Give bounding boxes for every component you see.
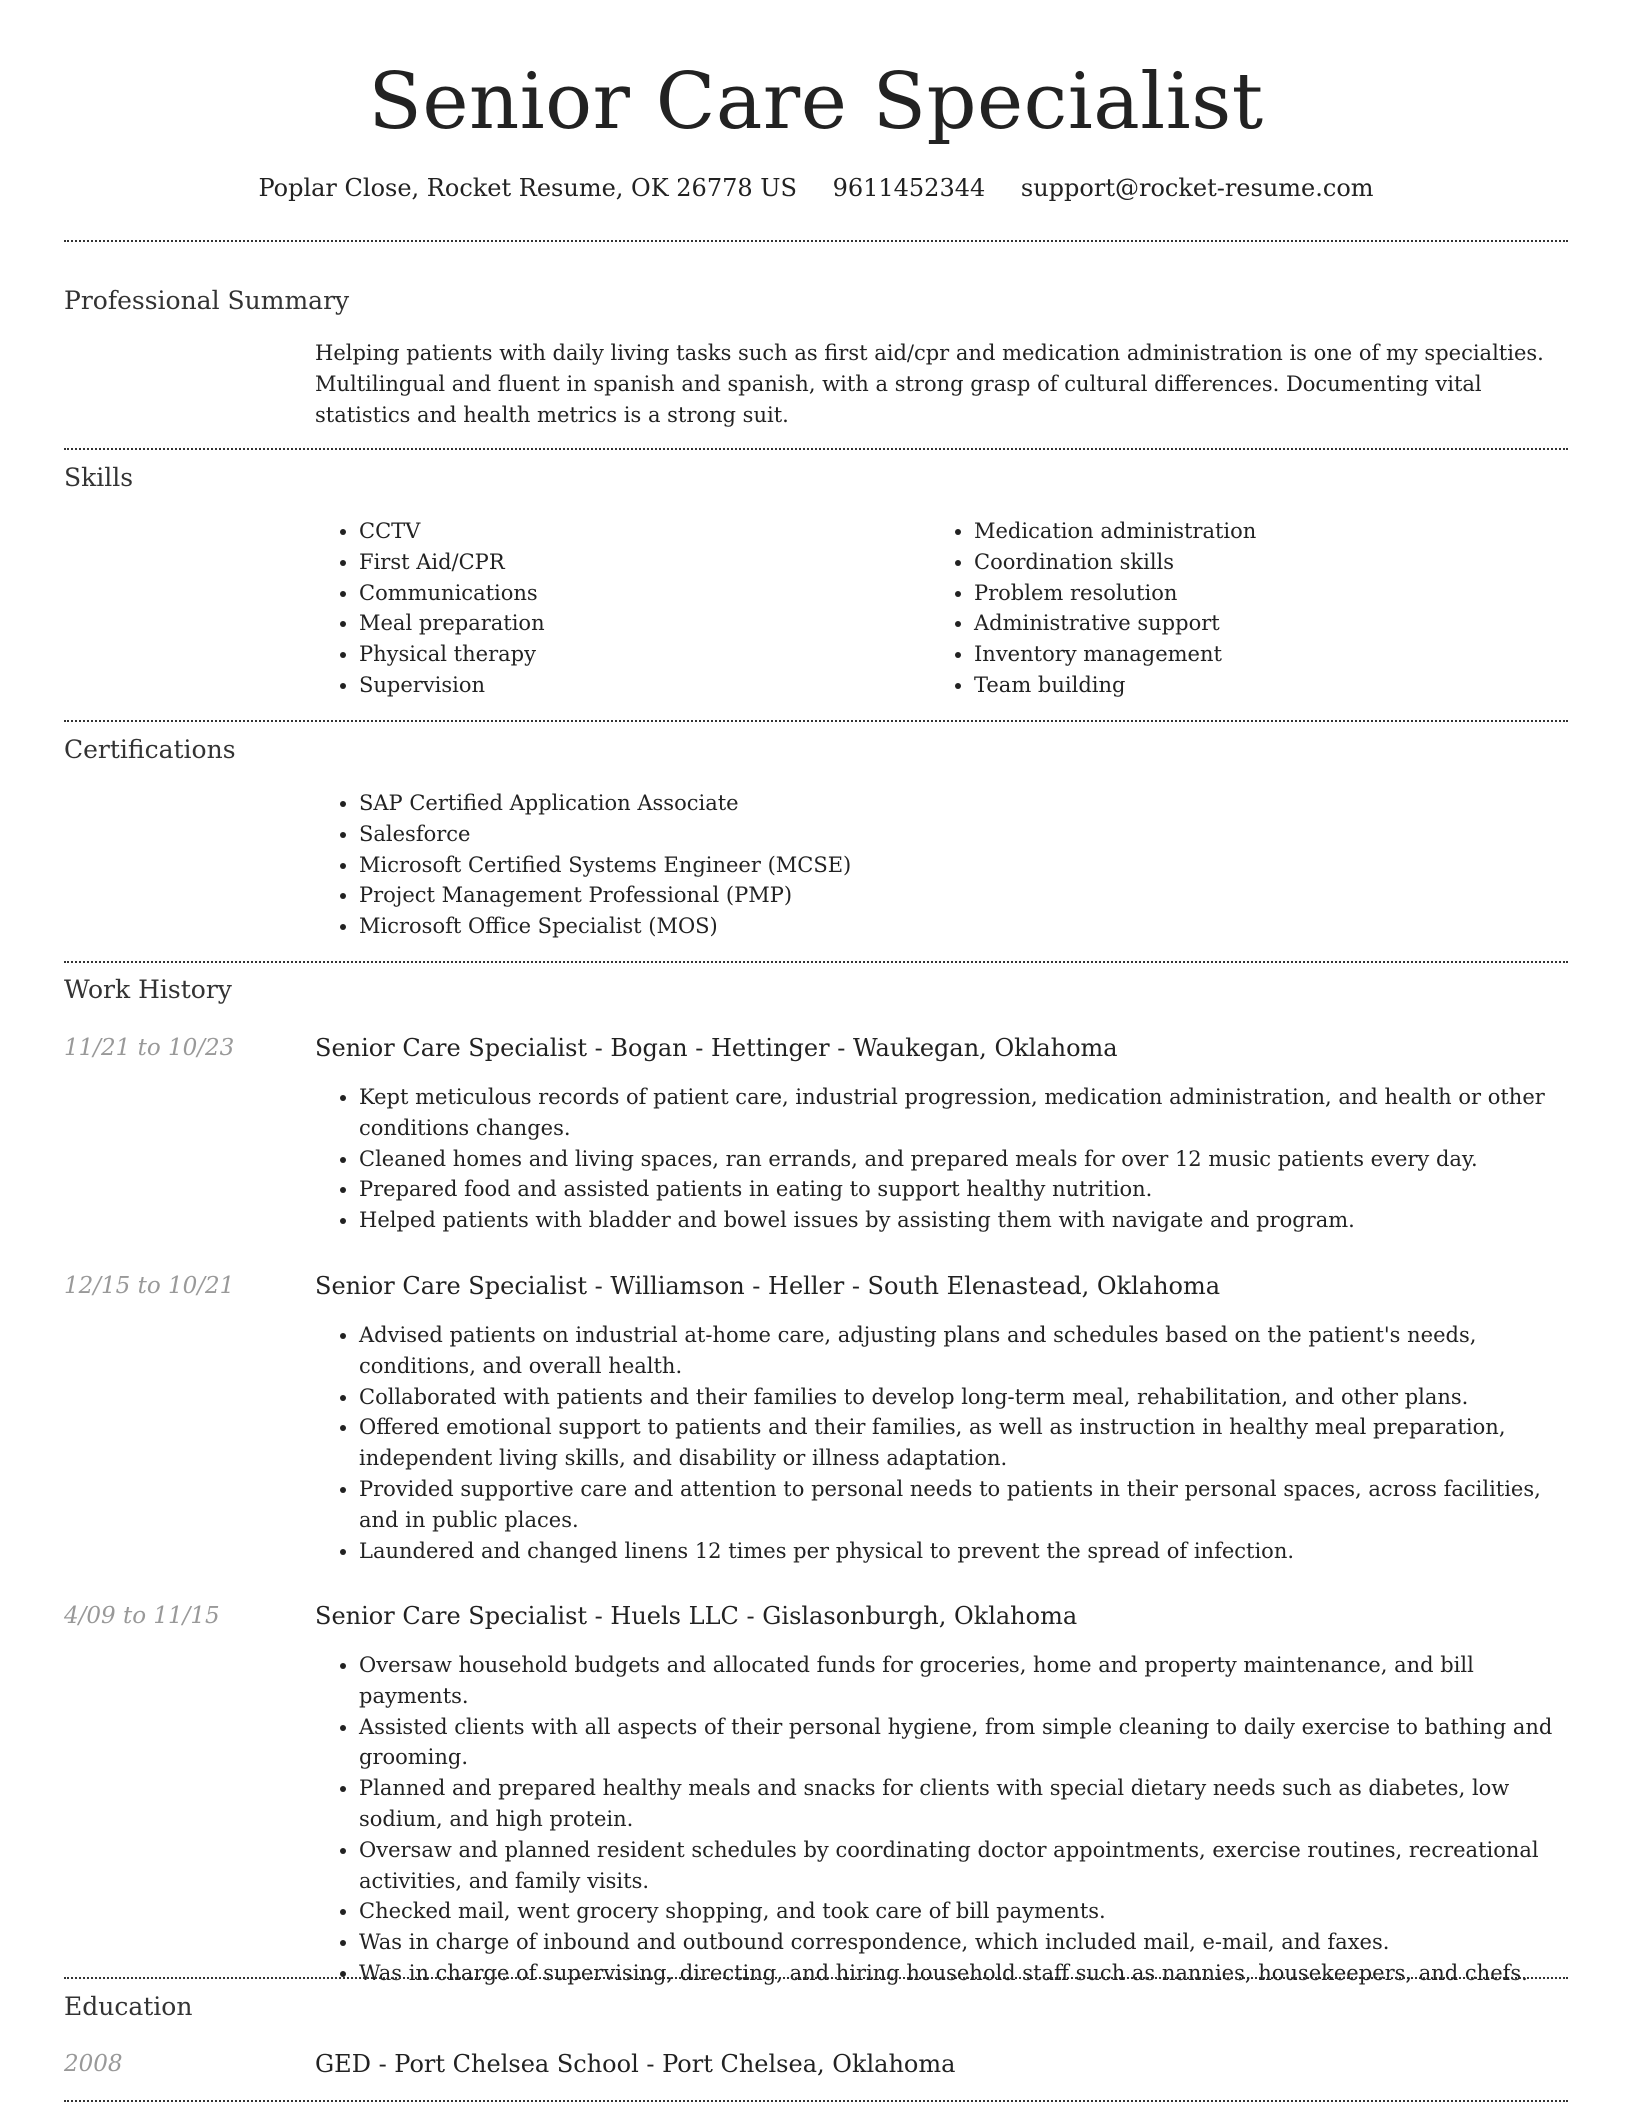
- divider: [64, 448, 1568, 450]
- summary-text: Helping patients with daily living tasks such as first aid/cpr and medication administration is one of my specialties. Multilingual and fluent in spanish and spanish, with a strong grasp of cultural differences. Documenting vital statistics and health metrics is a strong suit.: [315, 341, 1544, 427]
- education-year: 2008: [64, 2051, 123, 2077]
- certification-item: • Salesforce: [359, 819, 1559, 850]
- skill-item: • Problem resolution: [974, 578, 1574, 609]
- section-title-certifications: Certifications: [64, 735, 236, 764]
- job-bullet: • Oversaw household budgets and allocated funds for groceries, home and property maintenance, and bill payments.: [359, 1650, 1569, 1712]
- divider: [64, 2100, 1568, 2102]
- candidate-name: Senior Care Specialist: [368, 57, 1264, 147]
- job-dates: 4/09 to 11/15: [64, 1603, 220, 1629]
- job-bullet: • Kept meticulous records of patient care, industrial progression, medication administration, and health or other conditions changes.: [359, 1082, 1569, 1144]
- job-bullet: • Oversaw and planned resident schedules by coordinating doctor appointments, exercise routines, recreational activities, and family visits.: [359, 1835, 1569, 1897]
- divider: [64, 240, 1568, 242]
- job-bullet: • Planned and prepared healthy meals and snacks for clients with special dietary needs such as diabetes, low sodium, and high protein.: [359, 1773, 1569, 1835]
- skill-item: • Communications: [359, 578, 919, 609]
- certifications-list: [315, 788, 1559, 942]
- section-title-summary: Professional Summary: [64, 286, 350, 315]
- job-title: Senior Care Specialist - Huels LLC - Gislasonburgh, Oklahoma: [315, 1602, 1078, 1630]
- divider: [64, 961, 1568, 963]
- skill-item: • Meal preparation: [359, 608, 919, 639]
- job-title: Senior Care Specialist - Bogan - Hettinger - Waukegan, Oklahoma: [315, 1034, 1118, 1062]
- job-title: Senior Care Specialist - Williamson - Heller - South Elenastead, Oklahoma: [315, 1272, 1221, 1300]
- job-bullet: • Cleaned homes and living spaces, ran errands, and prepared meals for over 12 music patients every day.: [359, 1144, 1569, 1175]
- job-bullet: • Was in charge of inbound and outbound correspondence, which included mail, e-mail, and faxes.: [359, 1927, 1569, 1958]
- certification-item: • Project Management Professional (PMP): [359, 880, 1559, 911]
- skills-list-right: [930, 516, 1574, 701]
- section-title-work: Work History: [64, 975, 232, 1004]
- job-bullet: • Was in charge of supervising, directing, and hiring household staff such as nannies, housekeepers, and chefs.: [359, 1958, 1569, 1989]
- certification-item: • SAP Certified Application Associate: [359, 788, 1559, 819]
- job-bullet: • Checked mail, went grocery shopping, and took care of bill payments.: [359, 1896, 1569, 1927]
- skill-item: • Coordination skills: [974, 547, 1574, 578]
- job-bullet: • Laundered and changed linens 12 times per physical to prevent the spread of infection.: [359, 1536, 1569, 1567]
- section-title-education: Education: [64, 1992, 193, 2021]
- skill-item: • Supervision: [359, 670, 919, 701]
- section-title-skills: Skills: [64, 463, 134, 492]
- skill-item: • Administrative support: [974, 608, 1574, 639]
- education-title: GED - Port Chelsea School - Port Chelsea, Oklahoma: [315, 2050, 956, 2078]
- job-bullets: [315, 1082, 1569, 1236]
- skill-item: • CCTV: [359, 516, 919, 547]
- contact-address: Poplar Close, Rocket Resume, OK 26778 US: [258, 174, 797, 202]
- job-dates: 11/21 to 10/23: [64, 1035, 235, 1061]
- job-bullets: [315, 1320, 1569, 1566]
- job-bullets: [315, 1650, 1569, 1989]
- skill-item: • Physical therapy: [359, 639, 919, 670]
- job-bullet: • Prepared food and assisted patients in eating to support healthy nutrition.: [359, 1174, 1569, 1205]
- job-dates: 12/15 to 10/21: [64, 1273, 235, 1299]
- job-bullet: • Provided supportive care and attention to personal needs to patients in their personal spaces, across facilities, and in public places.: [359, 1474, 1569, 1536]
- skill-item: • Team building: [974, 670, 1574, 701]
- job-bullet: • Collaborated with patients and their families to develop long-term meal, rehabilitation, and other plans.: [359, 1382, 1569, 1413]
- certification-item: • Microsoft Certified Systems Engineer (MCSE): [359, 850, 1559, 881]
- job-bullet: • Helped patients with bladder and bowel issues by assisting them with navigate and program.: [359, 1205, 1569, 1236]
- job-bullet: • Assisted clients with all aspects of their personal hygiene, from simple cleaning to daily exercise to bathing and grooming.: [359, 1712, 1569, 1774]
- certification-item: • Microsoft Office Specialist (MOS): [359, 911, 1559, 942]
- contact-phone: 9611452344: [832, 174, 986, 202]
- contact-email: support@rocket-resume.com: [1020, 174, 1374, 202]
- skill-item: • First Aid/CPR: [359, 547, 919, 578]
- divider: [64, 720, 1568, 722]
- job-bullet: • Offered emotional support to patients and their families, as well as instruction in healthy meal preparation, independent living skills, and disability or illness adaptation.: [359, 1412, 1569, 1474]
- job-bullet: • Advised patients on industrial at-home care, adjusting plans and schedules based on the patient's needs, conditions, and overall health.: [359, 1320, 1569, 1382]
- skill-item: • Inventory management: [974, 639, 1574, 670]
- contact-line: [64, 168, 1568, 208]
- skills-list-left: [315, 516, 919, 701]
- divider: [64, 1977, 1568, 1979]
- skill-item: • Medication administration: [974, 516, 1574, 547]
